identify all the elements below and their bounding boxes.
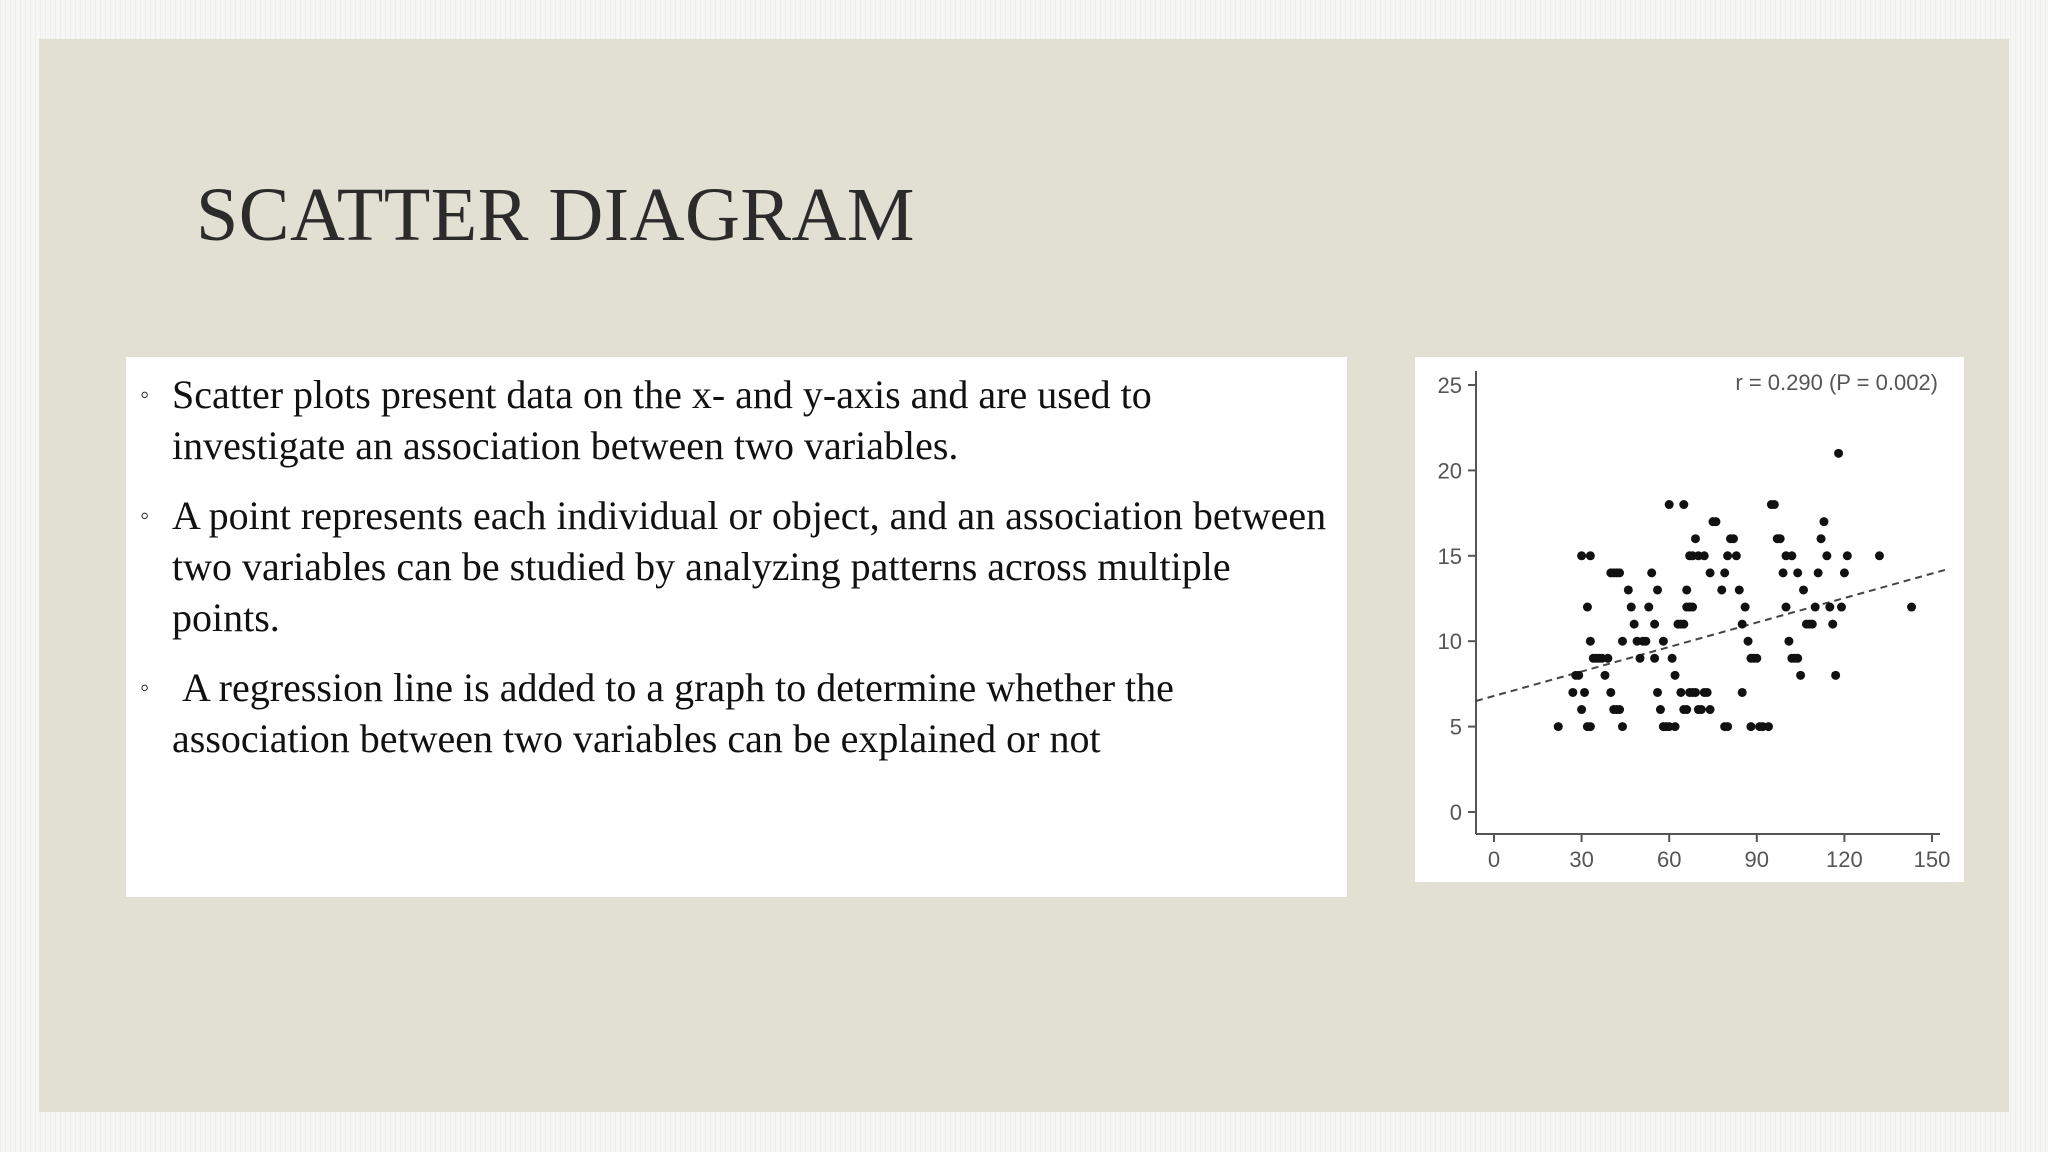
data-point <box>1583 603 1592 612</box>
data-point <box>1568 688 1577 697</box>
data-point <box>1723 722 1732 731</box>
data-point <box>1744 637 1753 646</box>
chart-annotation: r = 0.290 (P = 0.002) <box>1735 370 1938 395</box>
data-point <box>1671 722 1680 731</box>
data-point <box>1691 688 1700 697</box>
data-point <box>1618 722 1627 731</box>
data-point <box>1706 568 1715 577</box>
data-point <box>1746 722 1755 731</box>
regression-line <box>1476 569 1947 701</box>
data-point <box>1738 688 1747 697</box>
bullet-marker-icon: ◦ <box>140 501 150 530</box>
data-point <box>1793 568 1802 577</box>
data-point <box>1650 654 1659 663</box>
data-point <box>1615 705 1624 714</box>
y-tick-label: 0 <box>1449 800 1462 825</box>
data-point <box>1819 517 1828 526</box>
bullet-text: Scatter plots present data on the x- and y-axis and are used to investigate an association between two variables. <box>172 372 1152 468</box>
data-point <box>1834 449 1843 458</box>
data-point <box>1615 568 1624 577</box>
data-point <box>1586 637 1595 646</box>
data-point <box>1624 585 1633 594</box>
data-point <box>1671 671 1680 680</box>
data-point <box>1574 671 1583 680</box>
data-point <box>1627 603 1636 612</box>
scatter-chart <box>1415 357 1964 882</box>
data-point <box>1837 603 1846 612</box>
data-point <box>1682 585 1691 594</box>
data-point <box>1641 637 1650 646</box>
data-point <box>1586 722 1595 731</box>
data-point <box>1738 620 1747 629</box>
bullet-text: A regression line is added to a graph to determine whether the association between two variables can be explained or not <box>172 665 1184 761</box>
data-point <box>1814 568 1823 577</box>
data-point <box>1907 603 1916 612</box>
x-tick-label: 0 <box>1487 847 1501 872</box>
data-point <box>1618 637 1627 646</box>
data-point <box>1580 688 1589 697</box>
data-point <box>1825 603 1834 612</box>
data-point <box>1554 722 1563 731</box>
data-point <box>1653 585 1662 594</box>
y-tick-label: 10 <box>1437 629 1462 655</box>
data-point <box>1717 585 1726 594</box>
scatter-chart-svg <box>1415 357 1964 882</box>
data-point <box>1676 688 1685 697</box>
y-tick-label: 15 <box>1437 543 1462 569</box>
data-point <box>1752 654 1761 663</box>
data-point <box>1577 551 1586 560</box>
data-point <box>1650 620 1659 629</box>
data-point <box>1817 534 1826 543</box>
data-point <box>1779 568 1788 577</box>
data-point <box>1577 705 1586 714</box>
data-point <box>1764 722 1773 731</box>
data-point <box>1796 671 1805 680</box>
data-point <box>1723 551 1732 560</box>
data-point <box>1776 534 1785 543</box>
data-point <box>1688 603 1697 612</box>
x-tick-label: 150 <box>1913 847 1951 872</box>
data-point <box>1647 568 1656 577</box>
x-tick-label: 120 <box>1826 847 1863 872</box>
y-tick-label: 25 <box>1437 373 1462 398</box>
data-point <box>1586 551 1595 560</box>
data-point <box>1653 688 1662 697</box>
data-point <box>1682 705 1691 714</box>
bullet-item <box>126 490 1327 643</box>
data-point <box>1630 620 1639 629</box>
y-tick-label: 20 <box>1437 458 1462 484</box>
data-point <box>1828 620 1837 629</box>
data-point <box>1668 654 1677 663</box>
data-point <box>1808 620 1817 629</box>
data-point <box>1799 585 1808 594</box>
bullet-text: A point represents each individual or object, and an association between two variables can be studied by analyzing patterns across multiple points. <box>172 493 1327 640</box>
y-tick-label: 5 <box>1449 714 1462 740</box>
data-point <box>1843 551 1852 560</box>
data-point <box>1679 500 1688 509</box>
data-point <box>1679 620 1688 629</box>
slide-title: SCATTER DIAGRAM <box>196 173 915 257</box>
data-point <box>1700 551 1709 560</box>
data-point <box>1665 500 1674 509</box>
x-tick-label: 60 <box>1656 847 1682 872</box>
bullet-list <box>126 357 1347 764</box>
data-point <box>1636 654 1645 663</box>
data-point <box>1729 534 1738 543</box>
data-point <box>1822 551 1831 560</box>
bullet-item <box>126 369 1327 471</box>
bullet-item <box>126 662 1327 764</box>
data-point <box>1735 585 1744 594</box>
data-point <box>1703 688 1712 697</box>
x-tick-label: 30 <box>1569 847 1594 872</box>
data-point <box>1875 551 1884 560</box>
data-point <box>1659 637 1668 646</box>
bullet-marker-icon: ◦ <box>140 673 150 702</box>
data-point <box>1782 603 1791 612</box>
bullet-marker-icon: ◦ <box>140 380 150 409</box>
data-point <box>1691 534 1700 543</box>
data-point <box>1770 500 1779 509</box>
data-point <box>1787 551 1796 560</box>
data-point <box>1706 705 1715 714</box>
data-point <box>1644 603 1653 612</box>
data-point <box>1656 705 1665 714</box>
data-point <box>1711 517 1720 526</box>
x-tick-label: 90 <box>1744 847 1770 872</box>
data-point <box>1784 637 1793 646</box>
data-point <box>1741 603 1750 612</box>
data-point <box>1606 688 1615 697</box>
data-point <box>1600 671 1609 680</box>
data-point <box>1697 705 1706 714</box>
data-point <box>1831 671 1840 680</box>
data-point <box>1840 568 1849 577</box>
data-point <box>1603 654 1612 663</box>
data-point <box>1720 568 1729 577</box>
text-box <box>126 357 1347 897</box>
data-point <box>1793 654 1802 663</box>
data-point <box>1811 603 1820 612</box>
data-point <box>1732 551 1741 560</box>
